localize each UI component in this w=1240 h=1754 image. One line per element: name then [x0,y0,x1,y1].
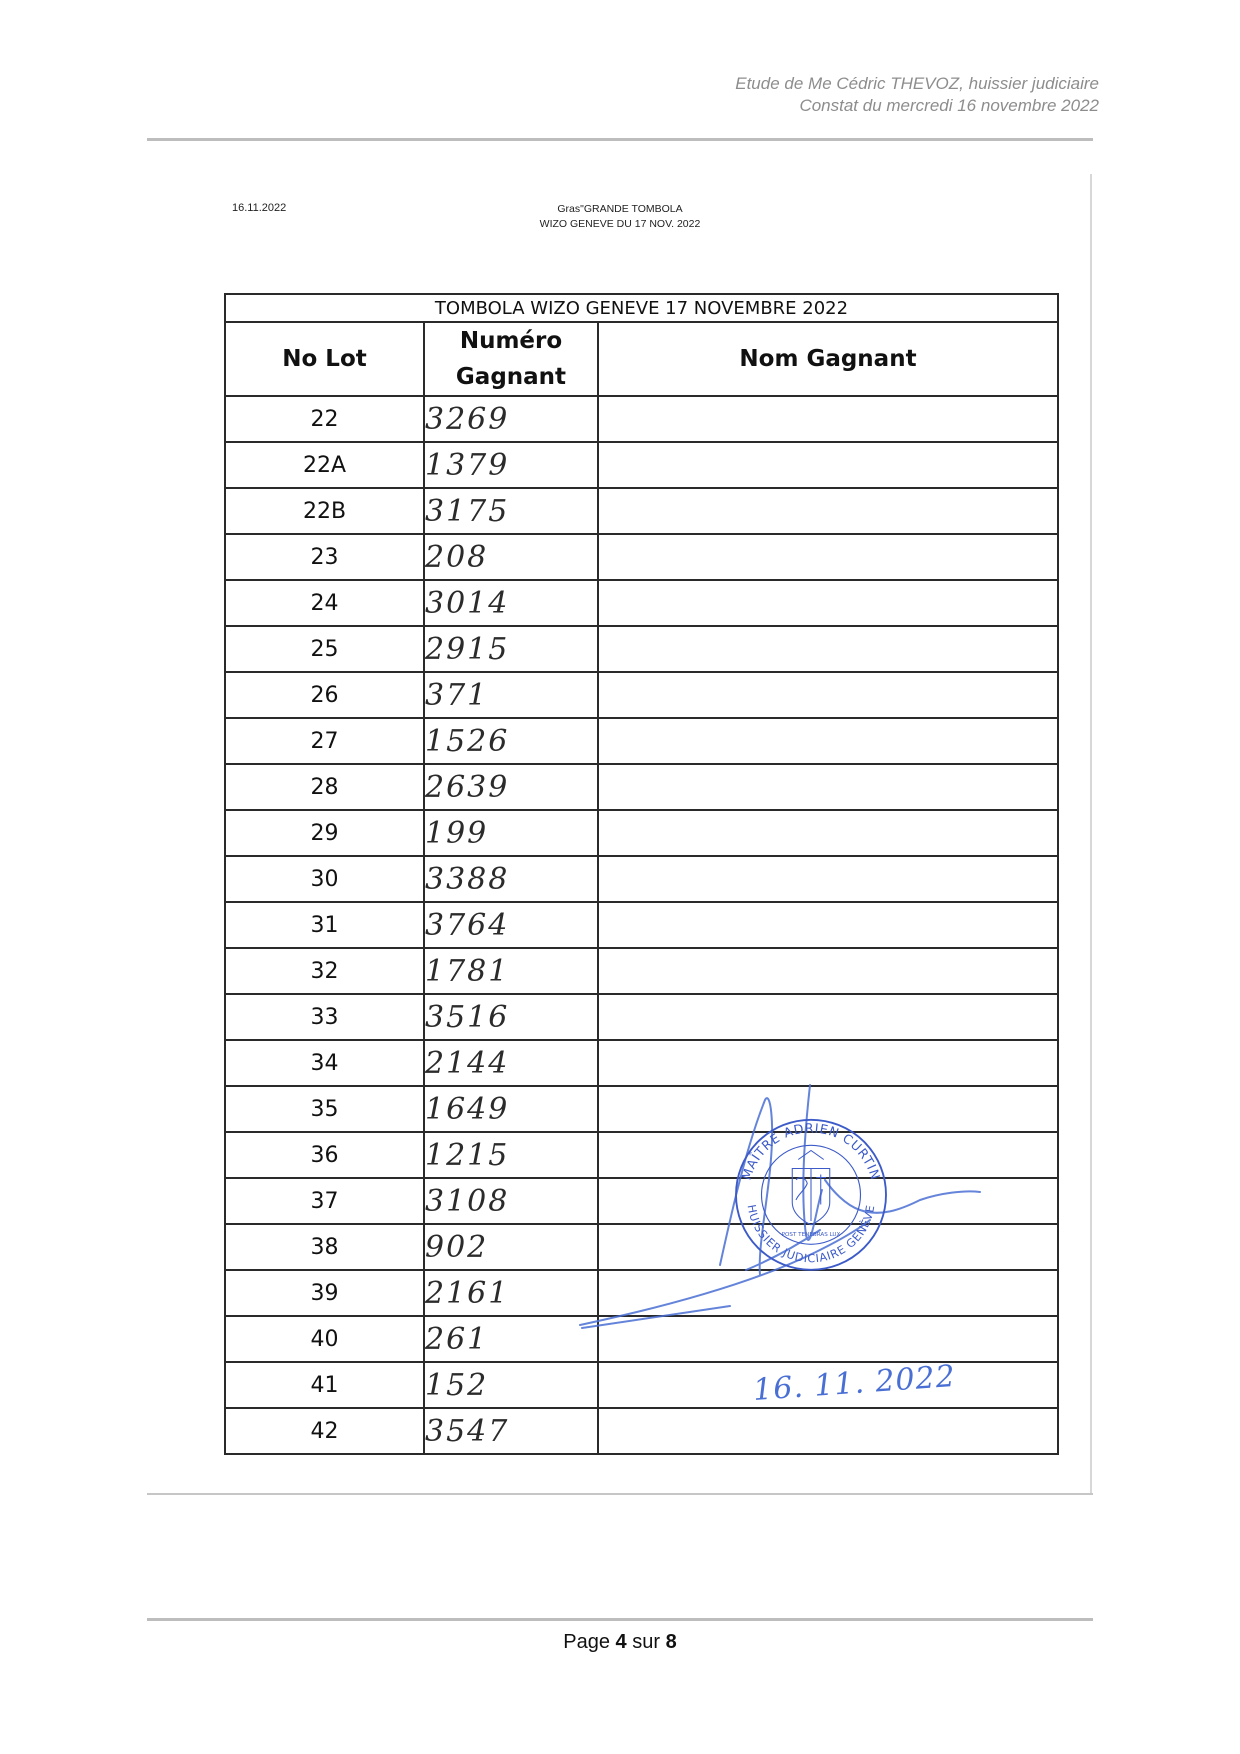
page-current: 4 [615,1631,627,1653]
table-row [225,856,1058,902]
nom-cell [598,580,1058,626]
table-row [225,948,1058,994]
table-row [225,534,1058,580]
stamp-text-top: MAÎTRE ADRIEN CURTIN [739,1121,883,1183]
numero-cell: 371 [424,672,598,718]
stamp-motto: POST TENEBRAS LUX [781,1232,841,1238]
table-row [225,994,1058,1040]
lot-cell: 29 [225,810,424,856]
numero-cell: 1526 [424,718,598,764]
table-row [225,580,1058,626]
nom-cell [598,902,1058,948]
official-stamp [706,1116,916,1326]
geneva-crest-icon [792,1151,830,1225]
numero-cell: 3516 [424,994,598,1040]
numero-cell: 3269 [424,396,598,442]
nom-cell [598,718,1058,764]
table-row [225,626,1058,672]
numero-cell: 3547 [424,1408,598,1454]
lot-cell: 24 [225,580,424,626]
lot-cell: 33 [225,994,424,1040]
numero-cell: 208 [424,534,598,580]
column-header-numero: Numéro Gagnant [424,322,598,396]
nom-cell [598,534,1058,580]
scan-title-line2: WIZO GENEVE DU 17 NOV. 2022 [539,218,701,230]
nom-cell [598,994,1058,1040]
nom-cell [598,948,1058,994]
table-row [225,1408,1058,1454]
header-study-name: Etude de Me Cédric THEVOZ, huissier judiciaire [735,74,1099,93]
page-total: 8 [665,1631,677,1653]
numero-cell: 1781 [424,948,598,994]
numero-cell: 3388 [424,856,598,902]
lot-cell: 32 [225,948,424,994]
numero-cell: 261 [424,1316,598,1362]
stamp-text-bottom: HUISSIER JUDICIAIRE GENÈVE [744,1203,878,1266]
lot-cell: 27 [225,718,424,764]
lot-cell: 26 [225,672,424,718]
table-row [225,764,1058,810]
lot-cell: 40 [225,1316,424,1362]
numero-cell: 2915 [424,626,598,672]
scan-title [470,202,770,232]
numero-cell: 902 [424,1224,598,1270]
numero-cell: 2144 [424,1040,598,1086]
nom-cell [598,442,1058,488]
lot-cell: 36 [225,1132,424,1178]
scan-edge [1090,174,1092,1494]
lot-cell: 41 [225,1362,424,1408]
scan-title-line1: Gras"GRANDE TOMBOLA [557,203,683,215]
table-row [225,718,1058,764]
table-row [225,396,1058,442]
column-header-lot: No Lot [225,322,424,396]
numero-cell: 3764 [424,902,598,948]
table-row [225,442,1058,488]
nom-cell [598,672,1058,718]
lot-cell: 30 [225,856,424,902]
lot-cell: 28 [225,764,424,810]
nom-cell [598,1408,1058,1454]
column-header-nom: Nom Gagnant [598,322,1058,396]
scan-bottom-divider [147,1493,1093,1495]
table-caption: TOMBOLA WIZO GENEVE 17 NOVEMBRE 2022 [225,294,1058,322]
footer-divider [147,1618,1093,1621]
nom-cell [598,764,1058,810]
lot-cell: 39 [225,1270,424,1316]
numero-cell: 1379 [424,442,598,488]
table-row [225,672,1058,718]
handwritten-date: 16. 11. 2022 [752,1358,957,1409]
page-mid: sur [626,1631,666,1653]
lot-cell: 37 [225,1178,424,1224]
numero-cell: 2161 [424,1270,598,1316]
header-divider [147,138,1093,141]
nom-cell [598,488,1058,534]
numero-cell: 3175 [424,488,598,534]
lot-cell: 35 [225,1086,424,1132]
numero-cell: 1215 [424,1132,598,1178]
table-row [225,488,1058,534]
table-row [225,902,1058,948]
nom-cell [598,856,1058,902]
lot-cell: 34 [225,1040,424,1086]
lot-cell: 38 [225,1224,424,1270]
nom-cell [598,626,1058,672]
lot-cell: 22 [225,396,424,442]
nom-cell [598,396,1058,442]
lot-cell: 42 [225,1408,424,1454]
table-row [225,810,1058,856]
lot-cell: 22B [225,488,424,534]
header-constat-date: Constat du mercredi 16 novembre 2022 [799,96,1099,115]
page-prefix: Page [563,1631,616,1653]
nom-cell [598,810,1058,856]
scan-date: 16.11.2022 [232,202,287,214]
lot-cell: 31 [225,902,424,948]
numero-cell: 3108 [424,1178,598,1224]
page-number [0,1631,1240,1654]
lot-cell: 23 [225,534,424,580]
numero-cell: 199 [424,810,598,856]
numero-cell: 1649 [424,1086,598,1132]
lot-cell: 25 [225,626,424,672]
numero-cell: 152 [424,1362,598,1408]
numero-cell: 2639 [424,764,598,810]
numero-cell: 3014 [424,580,598,626]
lot-cell: 22A [225,442,424,488]
document-header [735,73,1099,117]
